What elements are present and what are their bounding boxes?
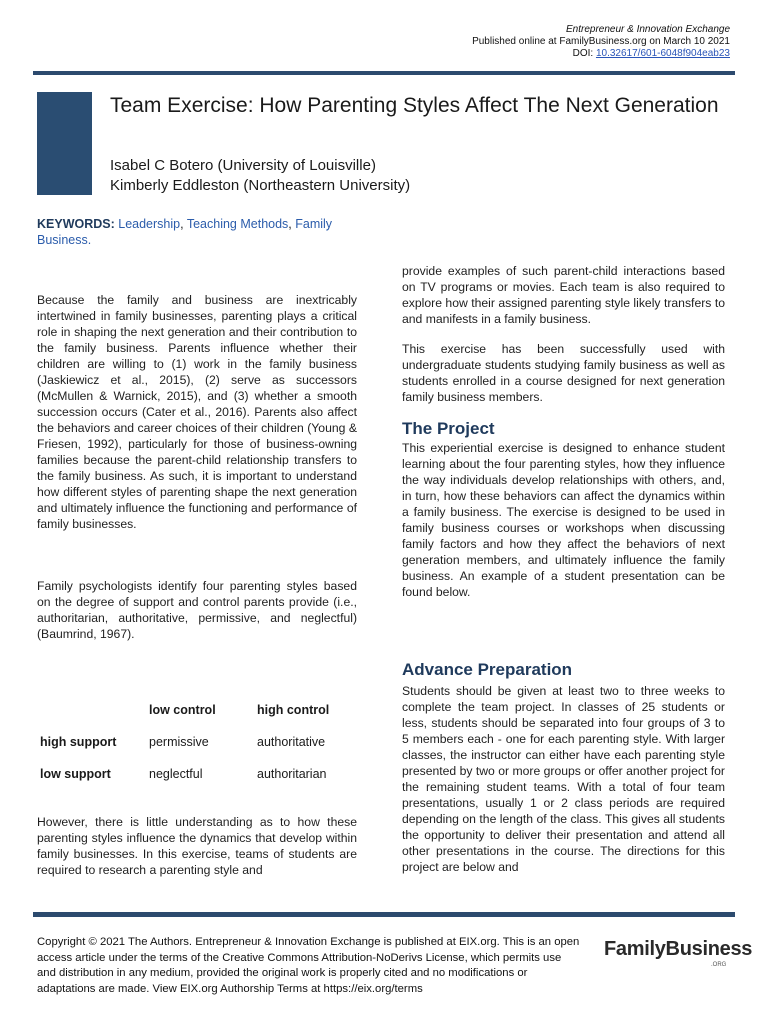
advance-preparation-paragraph: Students should be given at least two to three weeks to complete the team project. In classes of 25 students or less, students should be separated into four groups of 3 to 5 members each - one for each parenting style. With larger classes, the instructor can either have each parenting style presented by two or more groups or offer another project for the remaining student teams. With a total of four team presentations, usually 1 or 2 class periods are required depending on the length of the class. This gives all students the opportunity to deliver their presentation and attend all other presentations in the course. The directions for this project are below and xyxy=(402,684,725,874)
familybusiness-logo: FamilyBusiness xyxy=(604,938,753,960)
table-cell-neglectful: neglectful xyxy=(149,767,203,781)
examples-paragraph: provide examples of such parent-child interactions based on TV programs or movies. Each team is also required to explore how their assigned parenting style likely transfers to and manifests in a family business. xyxy=(402,264,725,326)
parenting-styles-paragraph: Family psychologists identify four parenting styles based on the degree of support and control parents provide (i.e., authoritarian, authoritative, permissive, and neglectful) (Baumrind, 1967). xyxy=(37,579,357,641)
intro-paragraph: Because the family and business are inextricably intertwined in family businesses, parenting plays a critical role in shaping the next generation and their contribution to the family business. Parents influence whether their children are willing to (1) work in the family business (Jaskiewicz et al., 2015), (2) serve as successors (McMullen & Warnick, 2015), and (3) whether a smooth succession occurs (Cater et al., 2016). Parents also affect the behaviors and career choices of their children (Young & Friesen, 1992), particularly for those of business-owning families because the parent-child relationship transfers to the family business. As such, it is important to understand how different styles of parenting shape the next generation and ultimately influence the functioning and performance of family businesses. xyxy=(37,293,357,531)
author-list xyxy=(110,156,410,196)
table-row-label-high-support: high support xyxy=(40,735,117,749)
keywords-label: KEYWORDS: xyxy=(37,217,119,231)
project-paragraph: This experiential exercise is designed to enhance student learning about the four parenting styles, how they influence the way individuals develop relationships with others, and, in turn, how these behaviors can affect the dynamics within a family business. The exercise is designed to be used in family business courses or workshops when discussing family factors and how they affect the behaviors of next generation members, and ultimately influence the family business. An example of a student presentation can be found below. xyxy=(402,441,725,599)
footer-rule xyxy=(33,912,735,917)
project-heading: The Project xyxy=(402,419,495,438)
keywords: KEYWORDS: Leadership, Teaching Methods, Family Business. xyxy=(37,217,333,247)
table-cell-authoritative: authoritative xyxy=(257,735,326,749)
table-row-label-low-support: low support xyxy=(40,767,111,781)
table-header-high-control: high control xyxy=(257,703,330,717)
published-line: Published online at FamilyBusiness.org on March 10 2021 xyxy=(472,36,730,47)
journal-name: Entrepreneur & Innovation Exchange xyxy=(566,24,730,35)
title-accent-block xyxy=(37,92,92,195)
author-1: Isabel C Botero (University of Louisville) xyxy=(110,157,376,174)
keyword-leadership[interactable]: Leadership xyxy=(118,217,181,231)
keyword-family-business[interactable]: Family Business. xyxy=(37,217,333,247)
keyword-teaching-methods[interactable]: Teaching Methods xyxy=(186,217,289,231)
familybusiness-logo-suffix: .ORG xyxy=(711,962,727,968)
publication-info xyxy=(330,24,730,60)
copyright-notice: Copyright © 2021 The Authors. Entrepreneur & Innovation Exchange is published at EIX.org. This is an open access article under the terms of the Creative Commons Attribution-NoDerivs License, which permits use and distribution in any medium, provided the original work is properly cited and no modifications or adaptations are made. View EIX.org Authorship Terms at https://eix.org/terms xyxy=(37,936,580,995)
usage-paragraph: This exercise has been successfully used with undergraduate students studying family business as well as students enrolled in a course designed for next generation family business members. xyxy=(402,342,725,404)
author-2: Kimberly Eddleston (Northeastern University) xyxy=(110,177,411,194)
header-rule xyxy=(33,71,735,75)
table-cell-authoritarian: authoritarian xyxy=(257,767,327,781)
table-header-low-control: low control xyxy=(149,703,216,717)
article-title: Team Exercise: How Parenting Styles Affect The Next Generation xyxy=(110,94,719,117)
exercise-intro-paragraph: However, there is little understanding as to how these parenting styles influence the dynamics that develop within family businesses. In this exercise, teams of students are required to research a parenting style and xyxy=(37,815,357,877)
advance-preparation-heading: Advance Preparation xyxy=(402,660,573,679)
doi-link[interactable]: 10.32617/601-6048f904eab23 xyxy=(595,48,730,59)
doi-line xyxy=(330,48,730,60)
doi-label: DOI: xyxy=(572,48,596,59)
table-cell-permissive: permissive xyxy=(149,735,209,749)
